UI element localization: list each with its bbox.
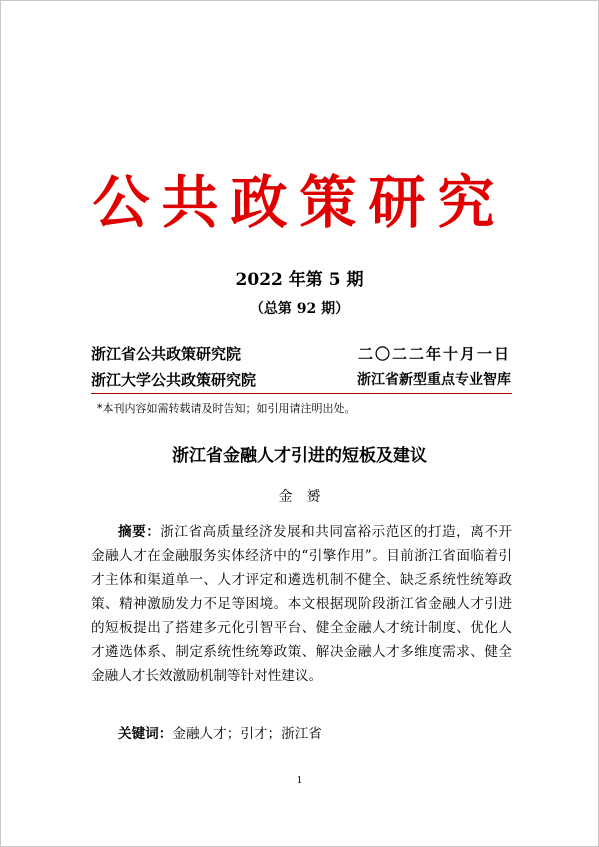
abstract-text: 浙江省高质量经济发展和共同富裕示范区的打造，离不开金融人才在金融服务实体经济中的“引擎作用”。目前浙江省面临着引才主体和渠道单一、人才评定和遴选机制不健全、缺乏系统性统筹政策、精神激励发力不足等困境。本文根据现阶段浙江省金融人才引进的短板提出了搭建多元化引智平台、健全金融人才统计制度、优化人才遴选体系、制定系统性统筹政策、解决金融人才多维度需求、健全金融人才长效激励机制等针对性建议。	[91, 524, 513, 684]
journal-masthead-title: 公共政策研究	[92, 169, 507, 236]
publication-date: 二〇二二年十月一日	[357, 345, 511, 363]
keywords-text: 金融人才；引才；浙江省	[172, 726, 322, 742]
masthead-divider	[91, 393, 512, 394]
keywords-label-colon: ：	[158, 726, 173, 742]
article-abstract	[91, 520, 512, 688]
page-number: 1	[296, 776, 303, 786]
reprint-notice: *本刊内容如需转载请及时告知；如引用请注明出处。	[97, 402, 356, 415]
abstract-label: 摘要	[118, 524, 147, 540]
think-tank-label: 浙江省新型重点专业智库	[357, 372, 511, 388]
publisher-row-2	[91, 369, 511, 391]
keywords-label: 关键词	[118, 726, 159, 742]
publisher-org-1: 浙江省公共政策研究院	[91, 345, 242, 363]
article-author: 金赟	[278, 489, 335, 505]
abstract-label-colon: ：	[146, 524, 161, 540]
issue-number: 2022 年第 5 期	[235, 270, 364, 290]
publisher-org-2: 浙江大学公共政策研究院	[91, 371, 257, 389]
article-keywords	[118, 724, 322, 744]
article-title: 浙江省金融人才引进的短板及建议	[172, 446, 427, 466]
issue-total-number: （总第 92 期）	[249, 301, 350, 317]
publisher-row-1	[91, 343, 511, 365]
